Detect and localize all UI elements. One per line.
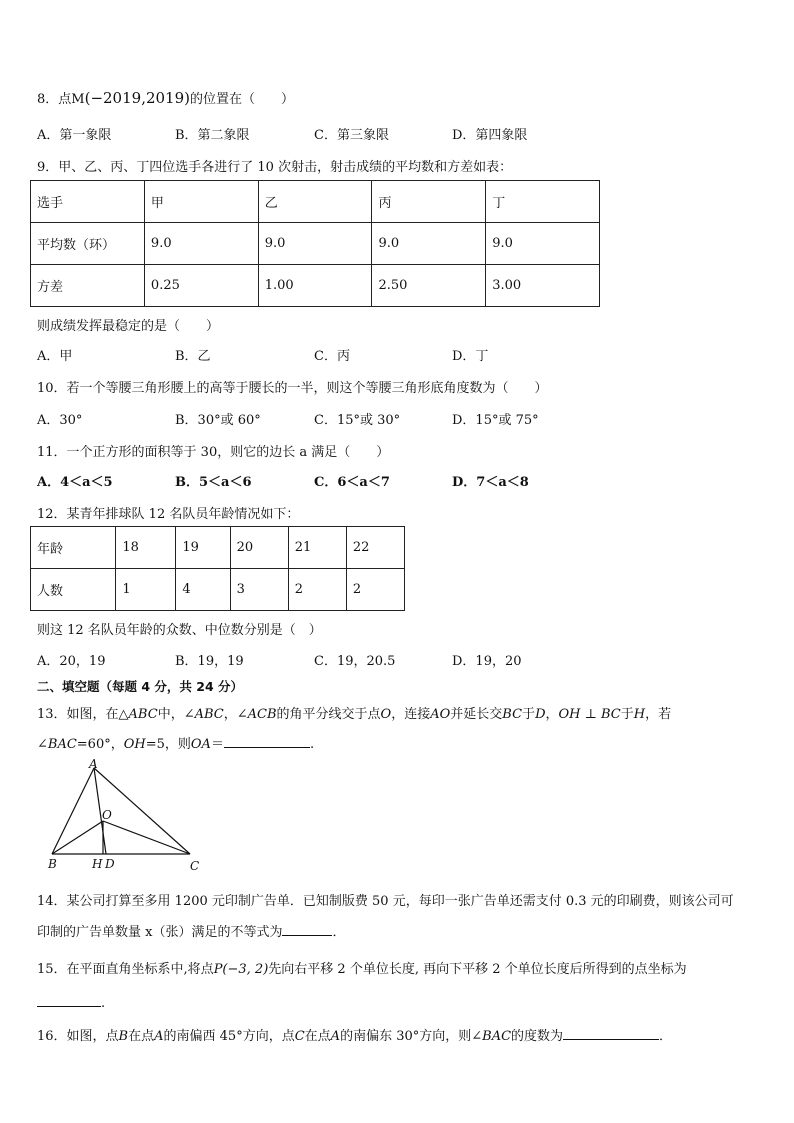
q15-answer-blank[interactable]	[37, 993, 101, 1007]
q10-options	[37, 409, 757, 427]
q10-option-b[interactable]: B．30°或 60°	[175, 413, 261, 428]
q14-answer-blank[interactable]	[282, 922, 332, 936]
q12-cell: 3	[230, 569, 288, 611]
q9-cell: 丙	[372, 181, 486, 223]
q16-text: ．	[659, 1029, 673, 1044]
q16-line	[37, 1025, 672, 1044]
q9-cell: 方差	[31, 265, 145, 307]
q9-cell: 2.50	[372, 265, 486, 307]
q9-cell: 丁	[486, 181, 600, 223]
q15-line1	[37, 958, 687, 977]
q12-cell: 年龄	[31, 527, 116, 569]
q15-text: 先向右平移 2 个单位长度, 再向下平移 2 个单位长度后所得到的点坐标为	[268, 962, 687, 977]
q16-math: A	[154, 1029, 164, 1044]
q15-math: P(−3, 2)	[213, 962, 269, 977]
q16-text: 的南偏东 30°方向，则	[340, 1029, 472, 1044]
q11-option-a[interactable]: A．4＜a＜5	[37, 475, 113, 490]
q16-text: 的度数为	[511, 1029, 564, 1044]
q15-text: .	[101, 996, 106, 1011]
q16-text: 的南偏西 45°方向，点	[163, 1029, 295, 1044]
q11-option-d[interactable]: D．7＜a＜8	[452, 475, 529, 490]
q14-text: ．	[332, 925, 346, 940]
q13-math: OA	[190, 737, 211, 752]
q12-cell: 20	[230, 527, 288, 569]
q13-line2	[37, 733, 314, 752]
q13-triangle-figure	[40, 758, 210, 876]
q13-text: =60°，	[76, 737, 124, 752]
q13-math: △ABC	[118, 707, 158, 722]
q12-cell: 4	[176, 569, 230, 611]
q12-option-a[interactable]: A．20，19	[37, 654, 106, 669]
q13-text: ＝	[210, 737, 224, 752]
q12-question: 则这 12 名队员年龄的众数、中位数分别是（ ）	[37, 623, 322, 638]
q13-math: ∠ABC	[183, 707, 224, 722]
q9-option-a[interactable]: A．甲	[37, 349, 73, 364]
q9-cell: 乙	[258, 181, 372, 223]
q9-cell: 1.00	[258, 265, 372, 307]
q10-stem: 10．若一个等腰三角形腰上的高等于腰长的一半，则这个等腰三角形底角度数为（ ）	[37, 381, 548, 396]
q14-line2	[37, 921, 345, 940]
q9-cell: 9.0	[372, 223, 486, 265]
q10-option-a[interactable]: A．30°	[37, 413, 83, 428]
q13-math: O	[380, 707, 392, 722]
q12-cell: 21	[288, 527, 346, 569]
q13-math: BC	[601, 707, 621, 722]
q13-text: ⊥	[580, 707, 602, 722]
q12-cell: 2	[288, 569, 346, 611]
q8-coord: (−2019,2019)	[84, 89, 190, 107]
q13-text: 并延长交	[450, 707, 503, 722]
q13-math: OH	[123, 737, 146, 752]
q9-cell: 0.25	[144, 265, 258, 307]
q9-table	[30, 180, 600, 307]
q9-stem: 9．甲、乙、丙、丁四位选手各进行了 10 次射击，射击成绩的平均数和方差如表：	[37, 160, 513, 175]
q11-options	[37, 471, 757, 489]
q13-math: D	[535, 707, 546, 722]
figure-label-h: H	[92, 857, 103, 871]
q11-option-c[interactable]: C．6＜a＜7	[314, 475, 390, 490]
q9-cell: 选手	[31, 181, 145, 223]
q16-math: ∠BAC	[471, 1029, 512, 1044]
q16-answer-blank[interactable]	[563, 1026, 659, 1040]
q13-text: ，若	[645, 707, 672, 722]
q13-line1	[37, 703, 671, 722]
q13-text: =5，则	[145, 737, 191, 752]
figure-label-o: O	[102, 808, 112, 822]
q8-stem	[37, 88, 294, 107]
q9-option-d[interactable]: D．丁	[452, 349, 489, 364]
q13-text: 13．如图，在	[37, 707, 119, 722]
q8-option-c[interactable]: C．第三象限	[314, 128, 389, 143]
q13-math: AO	[430, 707, 451, 722]
q8-stem-a: 8．点M	[37, 92, 85, 107]
q12-option-b[interactable]: B．19，19	[175, 654, 244, 669]
q13-answer-blank[interactable]	[224, 734, 310, 748]
q11-stem: 11．一个正方形的面积等于 30，则它的边长 a 满足（ ）	[37, 445, 390, 460]
figure-label-c: C	[190, 859, 200, 873]
q16-math: A	[330, 1029, 341, 1044]
q16-text: 在点	[304, 1029, 331, 1044]
q13-math: BC	[502, 707, 523, 722]
q8-option-b[interactable]: B．第二象限	[175, 128, 250, 143]
q9-options	[37, 345, 757, 363]
q13-text: 中，	[157, 707, 184, 722]
q13-math: ∠ACB	[236, 707, 277, 722]
figure-label-a: A	[89, 758, 98, 771]
q16-math: B	[118, 1029, 129, 1044]
q16-text: 在点	[128, 1029, 155, 1044]
q13-math: OH	[558, 707, 581, 722]
q9-cell: 3.00	[486, 265, 600, 307]
q9-option-b[interactable]: B．乙	[175, 349, 211, 364]
q13-text: 于	[522, 707, 536, 722]
q13-math: H	[633, 707, 646, 722]
q11-option-b[interactable]: B．5＜a＜6	[175, 475, 252, 490]
q13-text: ，连接	[391, 707, 431, 722]
q13-text: 于	[620, 707, 634, 722]
q16-math: C	[294, 1029, 305, 1044]
q14-line1: 14．某公司打算至多用 1200 元印制广告单．已知制版费 50 元，每印一张广告单还需支付 0.3 元的印刷费，则该公司可	[37, 894, 734, 909]
q12-cell: 1	[116, 569, 176, 611]
q9-question: 则成绩发挥最稳定的是（ ）	[37, 319, 220, 334]
q10-option-c[interactable]: C．15°或 30°	[314, 413, 401, 428]
figure-label-b: B	[48, 857, 57, 871]
figure-label-d: D	[105, 857, 115, 871]
q12-table	[30, 526, 405, 611]
q9-option-c[interactable]: C．丙	[314, 349, 350, 364]
q9-cell: 甲	[144, 181, 258, 223]
q10-option-d[interactable]: D．15°或 75°	[452, 413, 539, 428]
q9-cell: 9.0	[258, 223, 372, 265]
q14-text: 印制的广告单数量 x（张）满足的不等式为	[37, 925, 283, 940]
q9-cell: 9.0	[486, 223, 600, 265]
q16-text: 16．如图，点	[37, 1029, 119, 1044]
q15-text: 15．在平面直角坐标系中,将点	[37, 962, 214, 977]
q13-text: ，	[223, 707, 237, 722]
q15-line2	[37, 993, 105, 1011]
section-heading-fill-in: 二、填空题（每题 4 分，共 24 分）	[37, 679, 244, 694]
q12-stem: 12．某青年排球队 12 名队员年龄情况如下：	[37, 507, 300, 522]
q9-cell: 平均数（环）	[31, 223, 145, 265]
q8-options	[37, 124, 757, 142]
q8-stem-b: 的位置在（ ）	[189, 92, 294, 107]
q12-option-d[interactable]: D．19，20	[452, 654, 522, 669]
q13-math: ∠BAC	[37, 737, 77, 752]
q12-cell: 22	[346, 527, 404, 569]
q8-option-a[interactable]: A．第一象限	[37, 128, 112, 143]
q12-cell: 19	[176, 527, 230, 569]
q12-options	[37, 650, 757, 668]
q8-option-d[interactable]: D．第四象限	[452, 128, 528, 143]
q12-option-c[interactable]: C．19，20.5	[314, 654, 396, 669]
q13-text: 的角平分线交于点	[276, 707, 381, 722]
q12-cell: 人数	[31, 569, 116, 611]
q12-cell: 2	[346, 569, 404, 611]
q12-cell: 18	[116, 527, 176, 569]
q9-cell: 9.0	[144, 223, 258, 265]
q13-text: ，	[545, 707, 559, 722]
q13-text: .	[309, 737, 315, 752]
